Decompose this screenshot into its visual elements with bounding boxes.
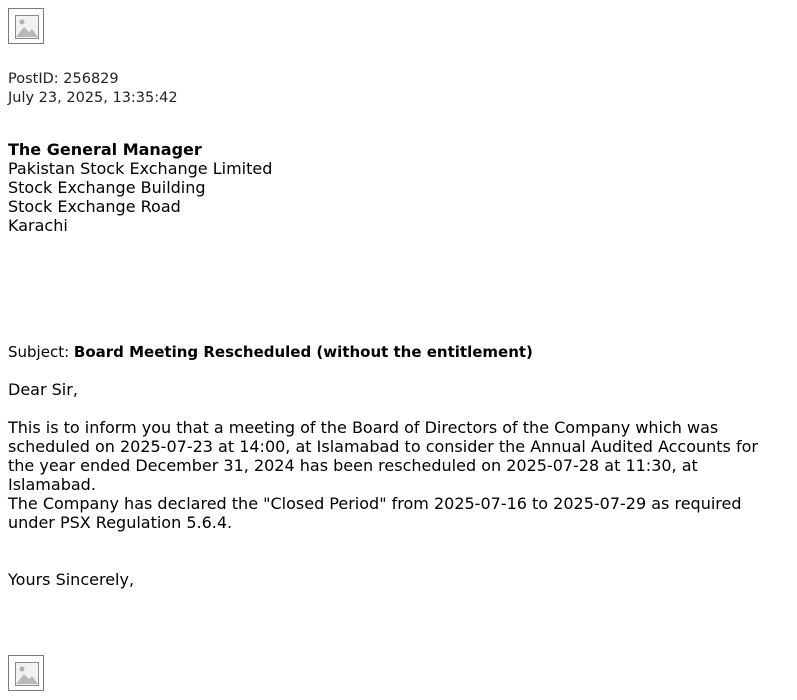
- addressee-title: The General Manager: [8, 140, 202, 159]
- salutation: Dear Sir,: [8, 380, 78, 399]
- paragraph-rescheduled-meeting: This is to inform you that a meeting of the Board of Directors of the Company which was scheduled on 2025-07-23 at 14:00, at Islamabad to consider the Annual Audited Accounts for the year ended December 31, 2024 has been rescheduled on 2025-07-28 at 11:30, at Islamabad.: [8, 418, 758, 494]
- addressee-line-3: Stock Exchange Road: [8, 197, 181, 216]
- subject-text: Board Meeting Rescheduled (without the entitlement): [73, 343, 533, 361]
- paragraph-closed-period: The Company has declared the "Closed Period" from 2025-07-16 to 2025-07-29 as required under PSX Regulation 5.6.4.: [8, 494, 742, 532]
- subject-label: Subject:: [8, 343, 74, 361]
- addressee-line-2: Stock Exchange Building: [8, 178, 206, 197]
- addressee-line-1: Pakistan Stock Exchange Limited: [8, 159, 273, 178]
- broken-image-icon: [15, 662, 39, 686]
- post-timestamp: July 23, 2025, 13:35:42: [8, 90, 178, 106]
- header-logo-image: [8, 8, 44, 44]
- post-id: PostID: 256829: [8, 71, 119, 87]
- addressee-block: [8, 140, 272, 235]
- addressee-line-4: Karachi: [8, 216, 68, 235]
- post-meta: [8, 70, 178, 108]
- footer-signature-image: [8, 655, 44, 691]
- closing: Yours Sincerely,: [8, 570, 135, 589]
- subject-line: [8, 343, 533, 362]
- broken-image-icon: [15, 15, 39, 39]
